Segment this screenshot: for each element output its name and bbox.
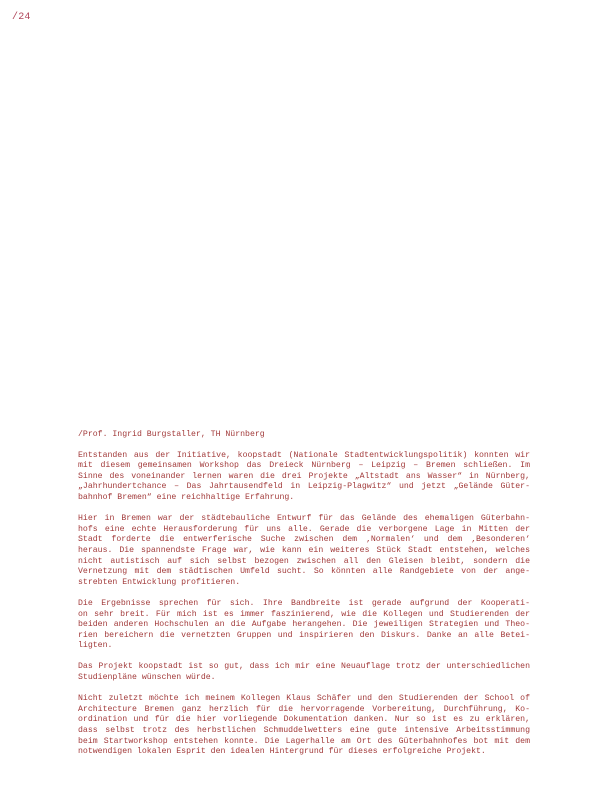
text-line: Studienpläne wünschen würde. [78, 673, 216, 683]
text-line: Hier in Bremen war der städtebauliche Entwurf für das Gelände des ehemaligen Güterbahn- [78, 514, 530, 524]
article-body [78, 430, 530, 768]
text-line: Stadt forderte die entwerferische Suche zwischen dem ‚Normalen‘ und dem ‚Besonderen‘ [78, 535, 530, 545]
text-line: ligten. [78, 641, 113, 651]
text-line: ordination und für die hier vorliegende Dokumentation danken. Nur so ist es zu erklären, [78, 715, 530, 725]
text-line: dass selbst trotz des herbstlichen Schmuddelwetters eine gute intensive Arbeitsstimmung [78, 726, 530, 736]
text-line: hofs eine echte Herausforderung für uns alle. Gerade die verborgene Lage in Mitten der [78, 524, 530, 534]
text-line: „Jahrhundertchance – Das Jahrtausendfeld in Leipzig-Plagwitz“ und jetzt „Gelände Güter- [78, 482, 530, 492]
text-line: Das Projekt koopstadt ist so gut, dass ich mir eine Neuauflage trotz der unterschiedlichen [78, 662, 530, 672]
paragraph [78, 599, 530, 652]
text-line: Nicht zuletzt möchte ich meinem Kollegen Klaus Schäfer und den Studierenden der School of [78, 694, 530, 704]
text-line: Architecture Bremen ganz herzlich für die hervorragende Vorbereitung, Durchführung, Ko- [78, 704, 530, 714]
paragraph [78, 451, 530, 504]
paragraph [78, 662, 530, 683]
text-line: rien bereichern die vernetzten Gruppen und inspirieren den Diskurs. Danke an alle Betei- [78, 630, 530, 640]
paragraph-list [78, 451, 530, 758]
text-line: beiden anderen Hochschulen an die Aufgabe herangehen. Die jeweiligen Strategien und Theo- [78, 620, 530, 630]
text-line: strebten Entwicklung profitieren. [78, 577, 241, 587]
author-line: /Prof. Ingrid Burgstaller, TH Nürnberg [78, 430, 265, 439]
text-line: notwendigen lokalen Esprit den idealen Hintergrund für dieses erfolgreiche Projekt. [78, 747, 486, 757]
text-line: Vernetzung mit dem städtischen Umfeld sucht. So könnten alle Randgebiete von der ange- [78, 567, 530, 577]
text-line: bahnhof Bremen“ eine reichhaltige Erfahrung. [78, 492, 295, 502]
paragraph [78, 514, 530, 588]
text-line: heraus. Die spannendste Frage war, wie kann ein weiteres Stück Stadt entstehen, welches [78, 545, 530, 555]
text-line: on sehr breit. Für mich ist es immer faszinierend, wie die Kollegen und Studierenden der [78, 609, 530, 619]
text-line: mit diesem gemeinsamen Workshop das Dreieck Nürnberg – Leipzig – Bremen schließen. Im [78, 461, 530, 471]
text-line: Sinne des voneinander lernen waren die drei Projekte „Altstadt ans Wasser“ in Nürnberg, [78, 471, 530, 481]
page-number: /24 [12, 12, 31, 23]
text-line: Entstanden aus der Initiative, koopstadt (Nationale Stadtentwicklungspolitik) konnten wir [78, 450, 530, 460]
paragraph [78, 694, 530, 758]
text-line: Die Ergebnisse sprechen für sich. Ihre Bandbreite ist gerade aufgrund der Kooperati- [78, 598, 530, 608]
text-line: nicht autistisch auf sich selbst bezogen zwischen all den Gleisen bleibt, sondern die [78, 556, 530, 566]
text-line: beim Startworkshop entstehen konnte. Die Lagerhalle am Ort des Güterbahnhofes bot mit dem [78, 736, 530, 746]
